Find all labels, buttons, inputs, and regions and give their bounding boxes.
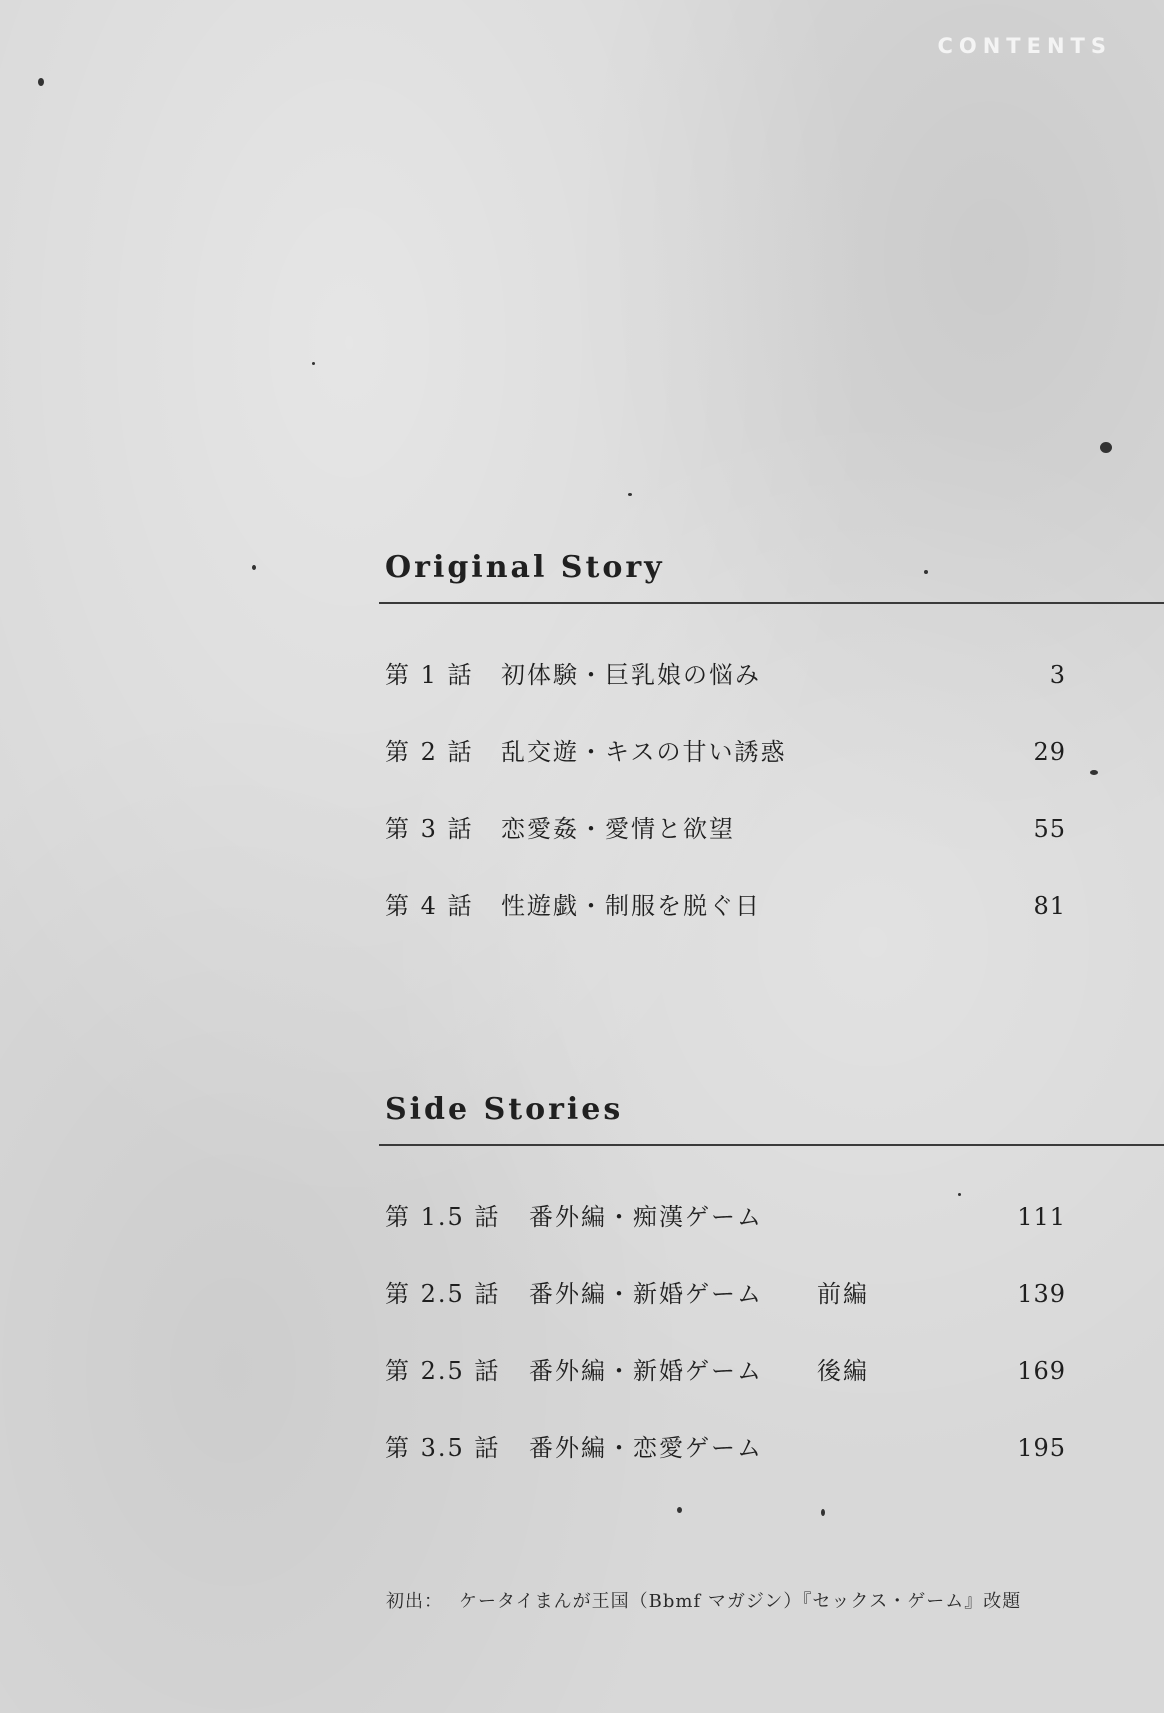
- chapter-number: 第 3.5 話: [385, 1434, 501, 1462]
- section-divider: [379, 1144, 1164, 1146]
- chapter-entry[interactable]: [379, 1256, 1164, 1333]
- chapter-page: 81: [1033, 892, 1066, 920]
- chapter-number: 第 4 話: [385, 892, 474, 920]
- chapter-page: 3: [1049, 661, 1066, 689]
- paper-speck: [1100, 442, 1112, 453]
- chapter-part: 前編: [817, 1280, 869, 1308]
- section-title: Side Stories: [385, 1092, 624, 1127]
- chapter-page: 169: [1017, 1357, 1066, 1385]
- section-side-stories: [379, 1090, 1164, 1487]
- chapter-entry[interactable]: [379, 1410, 1164, 1487]
- chapter-entry[interactable]: [379, 791, 1164, 868]
- chapter-entry[interactable]: [379, 714, 1164, 791]
- chapter-number: 第 2.5 話: [385, 1357, 501, 1385]
- chapter-page: 111: [1017, 1203, 1066, 1231]
- chapter-title: 番外編・痴漢ゲーム: [529, 1203, 763, 1231]
- chapter-entry[interactable]: [379, 1179, 1164, 1256]
- chapter-page: 55: [1033, 815, 1066, 843]
- chapter-title: 初体験・巨乳娘の悩み: [501, 661, 761, 689]
- paper-speck: [252, 565, 256, 570]
- paper-speck: [312, 362, 315, 365]
- chapter-number: 第 1.5 話: [385, 1203, 501, 1231]
- chapter-title: 乱交遊・キスの甘い誘惑: [501, 738, 787, 766]
- chapter-number: 第 2 話: [385, 738, 474, 766]
- paper-speck: [38, 78, 44, 86]
- paper-speck: [628, 493, 632, 496]
- chapter-page: 29: [1033, 738, 1066, 766]
- chapter-entry[interactable]: [379, 1333, 1164, 1410]
- section-original-story: [379, 548, 1164, 945]
- chapter-number: 第 1 話: [385, 661, 474, 689]
- section-divider: [379, 602, 1164, 604]
- chapter-page: 139: [1017, 1280, 1066, 1308]
- contents-label: CONTENTS: [937, 34, 1112, 58]
- first-publication-note: [386, 1587, 1021, 1613]
- chapter-number: 第 3 話: [385, 815, 474, 843]
- chapter-number: 第 2.5 話: [385, 1280, 501, 1308]
- chapter-page: 195: [1017, 1434, 1066, 1462]
- footer-lead: 初出：: [386, 1591, 443, 1612]
- paper-speck: [677, 1507, 682, 1513]
- chapter-title: 番外編・新婚ゲーム: [529, 1357, 763, 1385]
- chapter-part: 後編: [817, 1357, 869, 1385]
- chapter-list: [379, 637, 1164, 945]
- chapter-list: [379, 1179, 1164, 1487]
- chapter-title: 番外編・恋愛ゲーム: [529, 1434, 763, 1462]
- section-title: Original Story: [385, 550, 665, 585]
- chapter-entry[interactable]: [379, 637, 1164, 714]
- chapter-title: 性遊戯・制服を脱ぐ日: [501, 892, 761, 920]
- footer-text: ケータイまんが王国（Bbmf マガジン）『セックス・ゲーム』改題: [459, 1591, 1022, 1612]
- paper-speck: [821, 1509, 825, 1516]
- chapter-entry[interactable]: [379, 868, 1164, 945]
- chapter-title: 恋愛姦・愛情と欲望: [501, 815, 735, 843]
- chapter-title: 番外編・新婚ゲーム: [529, 1280, 763, 1308]
